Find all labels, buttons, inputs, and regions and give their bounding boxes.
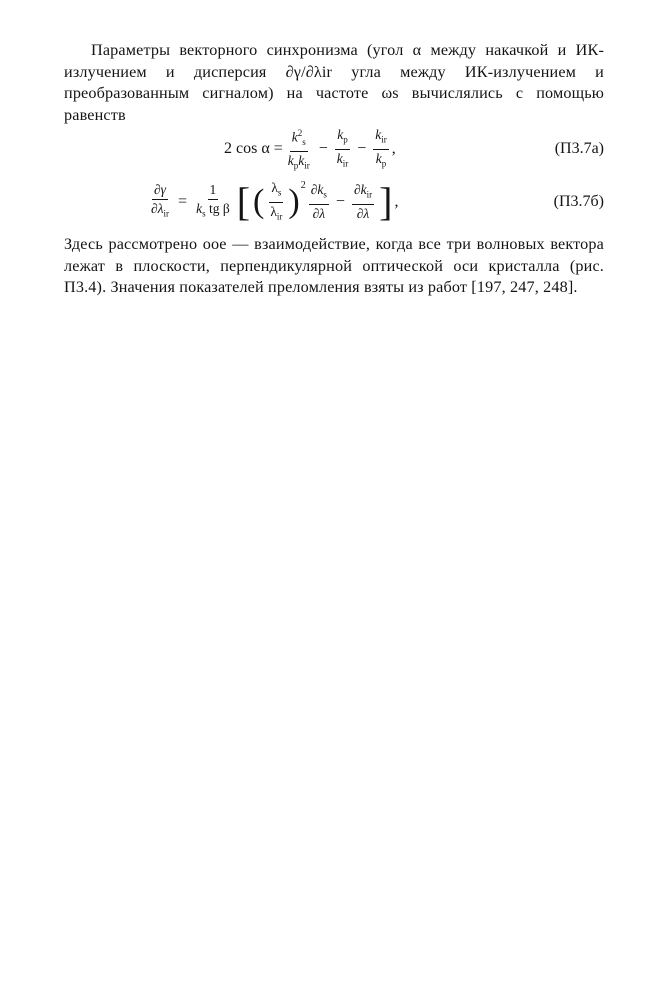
left-paren: ( (253, 183, 265, 220)
equation-number-p3-7b: (П3.7б) (553, 193, 604, 210)
eq-a-lhs: 2 cos α = (224, 140, 283, 157)
ratio-exponent: 2 (300, 180, 306, 191)
equation-row-p3-7b (64, 176, 604, 228)
equation-number-p3-7a: (П3.7а) (554, 140, 604, 157)
left-bracket: [ (236, 179, 251, 224)
equation-p3-7b: $\frac{\partial\gamma}{\partial\lambda_{ir}}$ = $\frac{1}{k_s tg \beta}$ [ ( $\frac{\lambda_s}{\lambda_{ir}}$ ) $^2$ $\frac{\partial k_s}{\partial\lambda}$ − $\frac{\partial k_{ir}}{\partial\lambda}$ ] , (151, 179, 399, 224)
equation-p3-7a: 2 cos α = $\frac{k^2_s}{k_pk_{ir}}$ − $\frac{k_p}{k_{ir}}$ − $\frac{k_{ir}}{k_p}$ , (224, 126, 396, 172)
equation-row-p3-7a (64, 126, 604, 172)
paragraph-ooe-interaction: Здесь рассмотрено ооe — взаимодействие, когда все три волновых вектора лежат в плоскости, перпендикулярной оптической оси кристалла (рис. П3.4). Значения показателей преломления взяты из работ [197, 247, 248]. (64, 235, 604, 296)
document-page (64, 40, 604, 299)
right-bracket: ] (379, 179, 393, 224)
eq-b-ratio-fraction: $\frac{\lambda_s}{\lambda_{ir}}$ (270, 179, 283, 222)
eq-a-fraction-3: $\frac{k_{ir}}{k_p}$ (375, 126, 387, 169)
eq-b-deriv-fraction-1: $\frac{\partial k_s}{\partial\lambda}$ (310, 182, 327, 221)
eq-b-deriv-fraction-2: $\frac{\partial k_{ir}}{\partial\lambda}$ (353, 182, 373, 221)
right-paren: ) (288, 183, 300, 220)
eq-a-fraction-1: $\frac{k^2_s}{k_pk_{ir}}$ (286, 125, 312, 174)
eq-b-lhs-fraction: $\frac{\partial\gamma}{\partial\lambda_{ir}}$ (151, 182, 170, 219)
paragraph-vector-synchronism: Параметры векторного синхронизма (угол α между накачкой и ИК-излучением и дисперсия ∂γ/∂λir угла между ИК-излучением и преобразованным сигналом) на частоте ωs вычислялись с помощью равенств (64, 41, 604, 124)
eq-b-coef-fraction: $\frac{1}{k_s tg \beta}$ (196, 182, 230, 219)
eq-a-fraction-2: $\frac{k_p}{k_{ir}}$ (336, 126, 349, 169)
